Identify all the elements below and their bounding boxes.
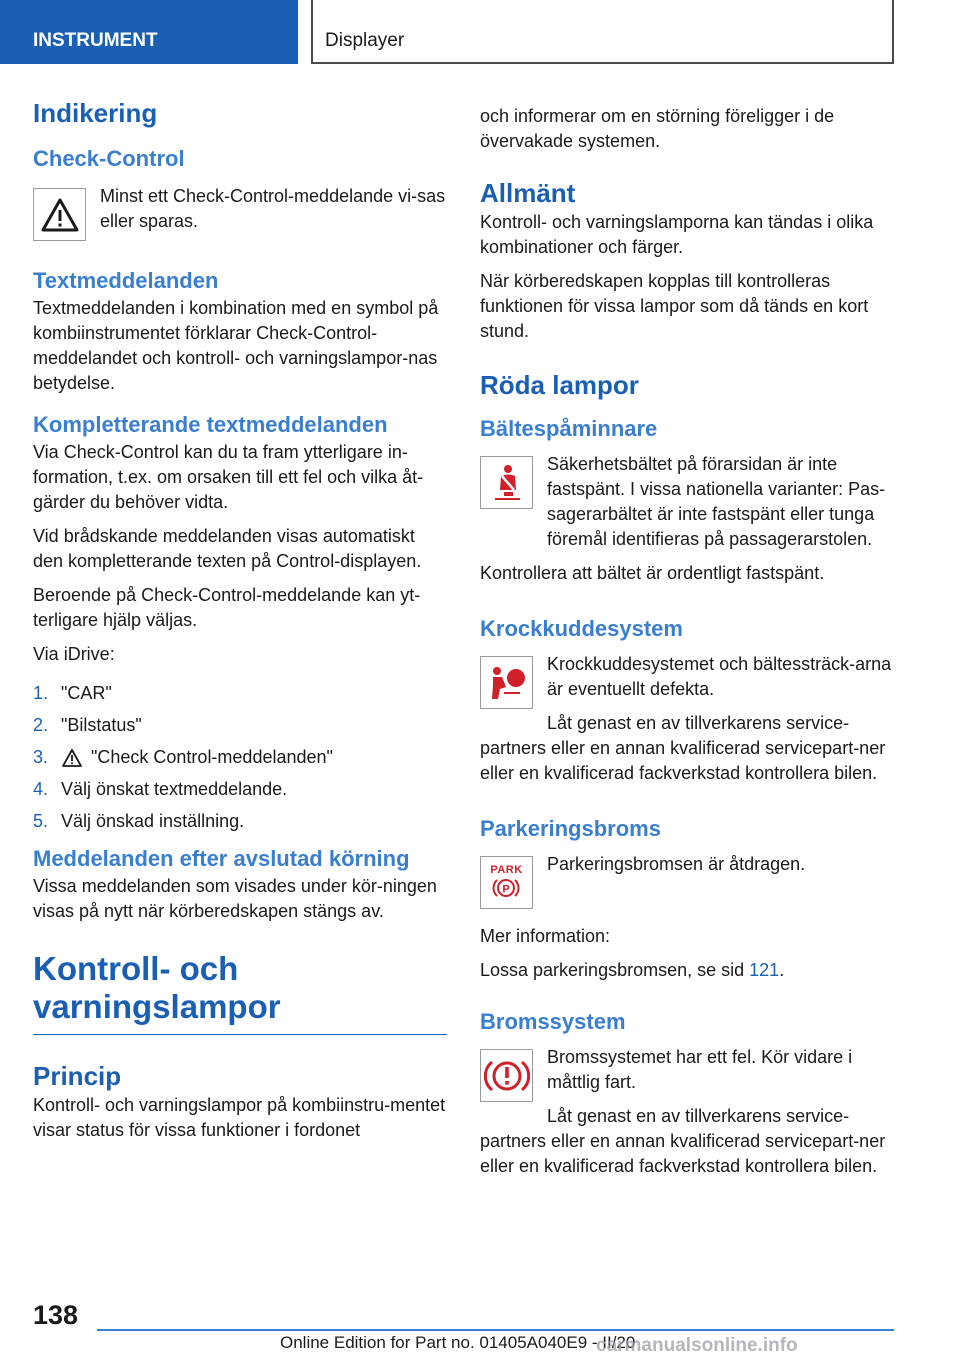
section-tab [0, 0, 298, 64]
princip-paragraph: Kontroll- och varningslampor på kombiinstru-mentet visar status för vissa funktioner i fordonet [33, 1095, 446, 1140]
parkering-paragraph-1: Parkeringsbromsen är åtdragen. [547, 854, 806, 874]
list-item: 3. "Check Control-meddelanden" [33, 745, 447, 770]
allmant-paragraph-2: När körberedskapen kopplas till kontrolleras funktionen för vissa lampor som då tänds en kort stund. [480, 271, 869, 341]
heading-bromssystem: Bromssystem [480, 1009, 626, 1034]
footer-edition: Online Edition for Part no. 01405A040E9 - II/20 [280, 1333, 636, 1352]
krock-paragraph-1: Krockkuddesystemet och bältessträck-arna är eventuellt defekta. [547, 654, 892, 699]
heading-roda-lampor: Röda lampor [480, 370, 639, 400]
seatbelt-warning-icon [480, 456, 533, 509]
heading-meddelanden-efter: Meddelanden efter avslutad körning [33, 846, 410, 871]
check-control-text: Minst ett Check-Control-meddelande vi-sas eller sparas. [100, 186, 446, 231]
heading-check-control: Check-Control [33, 146, 185, 171]
baltes-block [480, 452, 894, 552]
baltes-paragraph-1: Säkerhetsbältet på förarsidan är inte fastspänt. I vissa nationella varianter: Pas-sagerarbältet är inte fastspänt eller tunga föremål identifieras på passagerarstolen. [547, 454, 886, 549]
list-item: 5. Välj önskad inställning. [33, 811, 245, 831]
kompletterande-paragraph-1: Via Check-Control kan du ta fram ytterligare in-formation, t.ex. om orsaken till ett fel och vilka åt-gärder du behöver vidta. [33, 442, 424, 512]
section-label: INSTRUMENT [33, 30, 158, 51]
list-item: 1. "CAR" [33, 683, 112, 703]
textmeddelanden-paragraph: Textmeddelanden i kombination med en symbol på kombiinstrumentet förklarar Check-Control-meddelandet och kontroll- och varningslampor-nas betydelse. [33, 298, 439, 393]
idrive-steps [33, 681, 447, 834]
page-number: 138 [33, 1300, 79, 1330]
heading-indikering: Indikering [33, 98, 158, 128]
broms-paragraph-2: Låt genast en av tillverkarens service-partners eller en annan kvalificerad servicepart-ner eller en kvalificerad fackverkstad kontrollera bilen. [480, 1106, 886, 1176]
heading-kontroll-line-2: varningslampor [33, 988, 281, 1025]
baltes-paragraph-2: Kontrollera att bältet är ordentligt fastspänt. [480, 563, 825, 583]
warning-triangle-icon [33, 188, 86, 241]
lossa-paragraph: Lossa parkeringsbromsen, se sid 121. [480, 960, 785, 980]
krock-block [480, 652, 894, 702]
page-reference-link[interactable]: 121 [749, 960, 780, 980]
heading-kompletterande: Kompletterande textmeddelanden [33, 412, 388, 437]
airbag-warning-icon [480, 656, 533, 709]
chapter-title: Displayer [325, 30, 405, 51]
heading-textmeddelanden: Textmeddelanden [33, 268, 219, 293]
krock-paragraph-2: Låt genast en av tillverkarens service-partners eller en annan kvalificerad servicepart-ner eller en kvalificerad fackverkstad kontrollera bilen. [480, 713, 886, 783]
watermark: carmanualsonline.info [596, 1335, 798, 1356]
princip-continued: och informerar om en störning föreligger i de övervakade systemen. [480, 106, 835, 151]
heading-allmant: Allmänt [480, 178, 576, 208]
list-item: 4. Välj önskat textmeddelande. [33, 779, 288, 799]
svg-text:P: P [502, 883, 511, 896]
left-column [33, 96, 447, 1152]
footer-divider [97, 1329, 894, 1331]
via-idrive-label: Via iDrive: [33, 644, 115, 664]
broms-paragraph-1: Bromssystemet har ett fel. Kör vidare i måttlig fart. [547, 1047, 853, 1092]
section-divider [33, 1034, 447, 1035]
meddelanden-efter-paragraph: Vissa meddelanden som visades under kör-ningen visas på nytt när körberedskapen stängs av. [33, 876, 437, 921]
broms-block [480, 1045, 894, 1095]
heading-baltespaminnare: Bältespåminnare [480, 416, 658, 441]
mer-information-label: Mer information: [480, 926, 611, 946]
parkering-block [480, 852, 894, 912]
kompletterande-paragraph-3: Beroende på Check-Control-meddelande kan yt-terligare hjälp väljas. [33, 585, 421, 630]
brake-system-warning-icon [480, 1049, 533, 1102]
heading-krockkuddesystem: Krockkuddesystem [480, 616, 683, 641]
warning-triangle-icon [61, 745, 83, 770]
parking-brake-icon: PARK P [480, 856, 533, 909]
allmant-paragraph-1: Kontroll- och varningslamporna kan tändas i olika kombinationer och färger. [480, 212, 874, 257]
check-control-block [33, 184, 447, 240]
heading-princip: Princip [33, 1061, 122, 1091]
heading-kontroll-line-1: Kontroll- och [33, 950, 239, 987]
kompletterande-paragraph-2: Vid brådskande meddelanden visas automatiskt den kompletterande texten på Control-displayen. [33, 526, 422, 571]
right-column [480, 104, 894, 1188]
heading-parkeringsbroms: Parkeringsbroms [480, 816, 661, 841]
list-item: 2. "Bilstatus" [33, 715, 142, 735]
